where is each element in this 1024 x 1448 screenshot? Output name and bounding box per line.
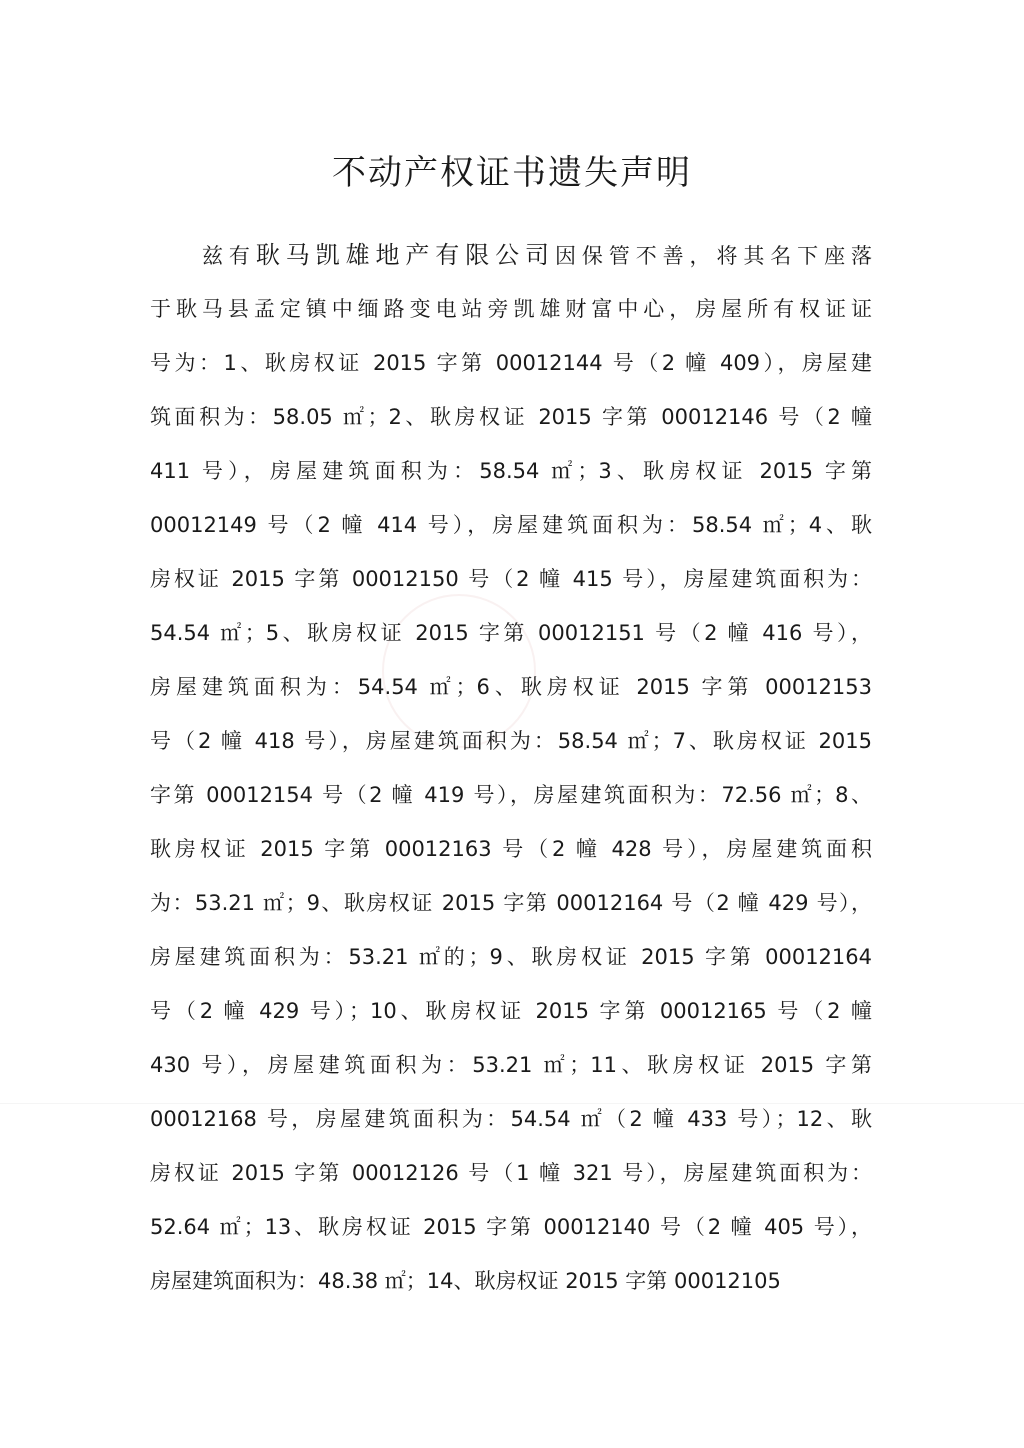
paragraph-line: 房权证 2015 字第 00012126 号（1 幢 321 号），房屋建筑面积为： [150, 1161, 872, 1185]
paragraph-line: 00012149 号（2 幢 414 号），房屋建筑面积为：58.54 ㎡；4、耿 [150, 513, 872, 537]
line-prefix: 兹有 [202, 244, 256, 268]
paragraph-line: 411 号），房屋建筑面积为：58.54 ㎡；3、耿房权证 2015 字第 [150, 459, 872, 483]
paragraph-line: 52.64 ㎡；13、耿房权证 2015 字第 00012140 号（2 幢 405 号）， [150, 1215, 872, 1239]
paragraph-line: 房屋建筑面积为：48.38 ㎡；14、耿房权证 2015 字第 00012105 [150, 1269, 781, 1293]
line-suffix: 因保管不善，将其名下座落 [554, 244, 873, 268]
paragraph-line: 耿房权证 2015 字第 00012163 号（2 幢 428 号），房屋建筑面积 [150, 837, 872, 861]
paragraph-line: 为：53.21 ㎡；9、耿房权证 2015 字第 00012164 号（2 幢 429 号）， [150, 891, 872, 915]
paragraph-line: 于耿马县孟定镇中缅路变电站旁凯雄财富中心，房屋所有权证证 [150, 297, 872, 321]
paragraph-line: 筑面积为：58.05 ㎡；2、耿房权证 2015 字第 00012146 号（2 幢 [150, 405, 872, 429]
paragraph-line: 号为：1、耿房权证 2015 字第 00012144 号（2 幢 409），房屋建 [150, 351, 872, 375]
company-name: 耿马凯雄地产有限公司 [255, 241, 555, 269]
document-title: 不动产权证书遗失声明 [332, 152, 692, 193]
paragraph-line: 字第 00012154 号（2 幢 419 号），房屋建筑面积为：72.56 ㎡；8、 [150, 783, 872, 807]
paragraph-line: 00012168 号，房屋建筑面积为：54.54 ㎡（2 幢 433 号）；12、耿 [150, 1107, 872, 1131]
paragraph-line: 房权证 2015 字第 00012150 号（2 幢 415 号），房屋建筑面积为： [150, 567, 872, 591]
paragraph-line: 号（2 幢 429 号）；10、耿房权证 2015 字第 00012165 号（2 幢 [150, 999, 872, 1023]
paragraph-line: 房屋建筑面积为：54.54 ㎡；6、耿房权证 2015 字第 00012153 [150, 675, 872, 699]
paragraph-line: 54.54 ㎡；5、耿房权证 2015 字第 00012151 号（2 幢 416 号）， [150, 621, 872, 645]
paragraph-line: 430 号），房屋建筑面积为：53.21 ㎡；11、耿房权证 2015 字第 [150, 1053, 872, 1077]
paragraph-line [150, 228, 872, 282]
paragraph-line: 号（2 幢 418 号），房屋建筑面积为：58.54 ㎡；7、耿房权证 2015 [150, 729, 872, 753]
declaration-paragraph [150, 228, 872, 1308]
paragraph-line: 房屋建筑面积为：53.21 ㎡的；9、耿房权证 2015 字第 00012164 [150, 945, 872, 969]
